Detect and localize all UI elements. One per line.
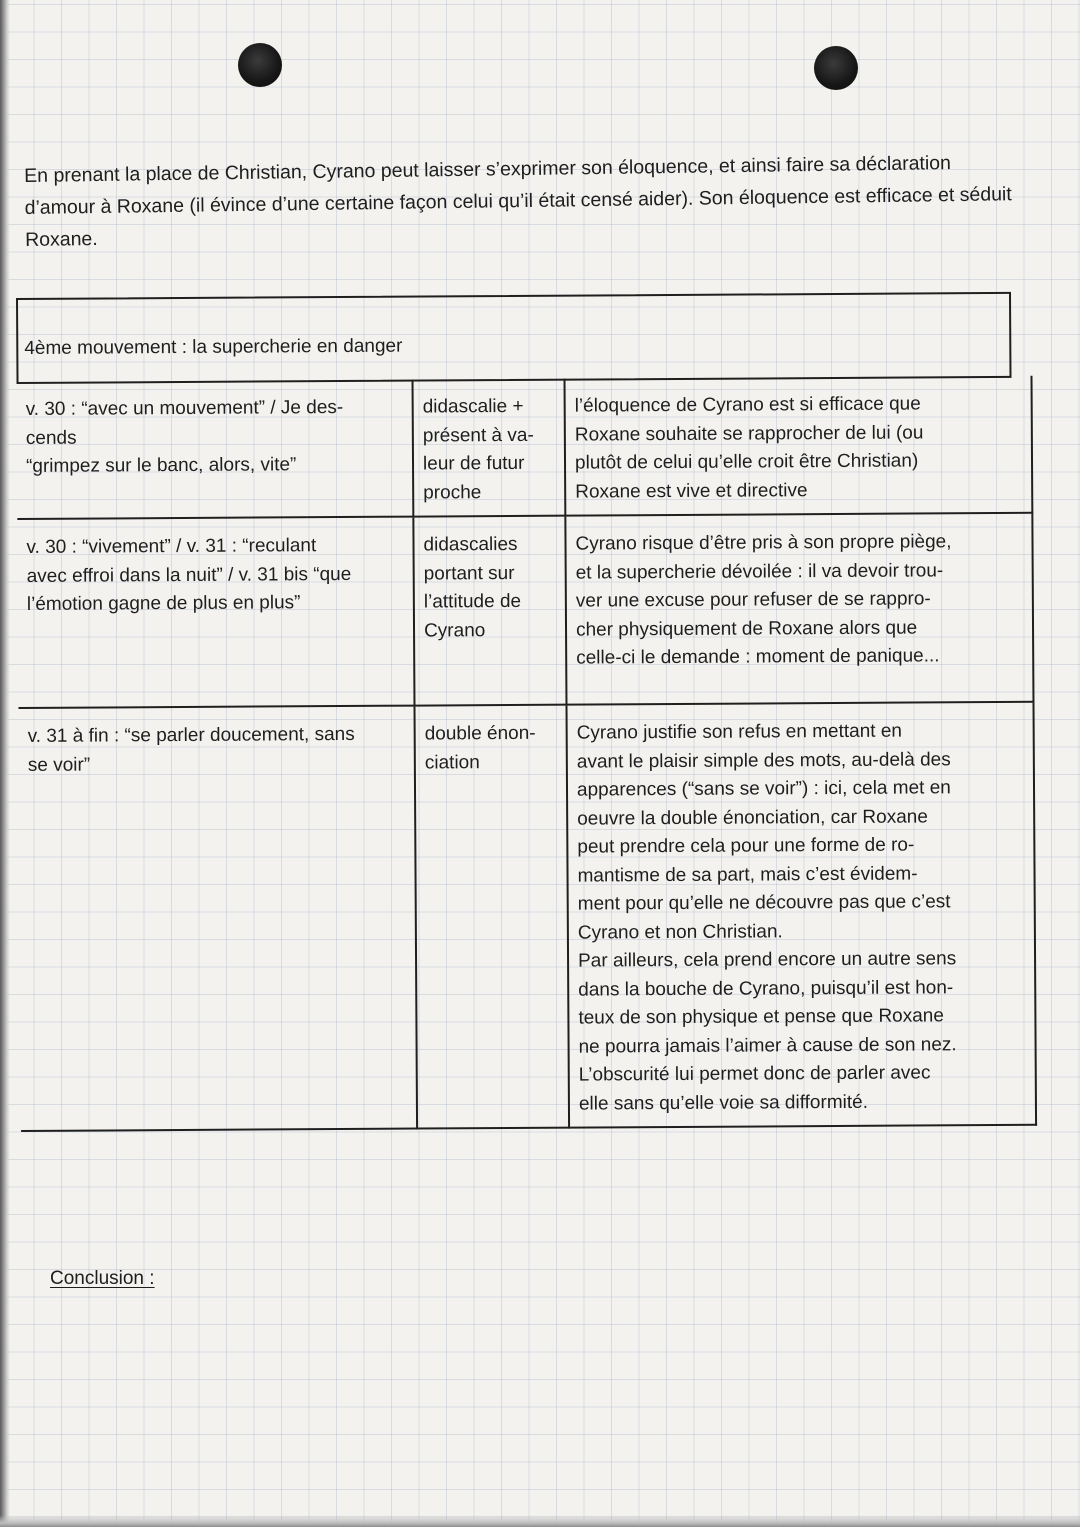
device-cell: double énon- ciation [414,705,569,1129]
quote-cell: v. 30 : “vivement” / v. 31 : “reculant avec effroi dans la nuit” / v. 31 bis “que l’émotion gagne de plus en plus” [17,517,414,708]
analysis-cell: Cyrano risque d’être pris à son propre piège, et la supercherie dévoilée : il va devoir trou- ver une excuse pour refuser de se rappro- cher physiquement de Roxane alors que celle-ci le demande : moment de panique... [565,513,1033,705]
analysis-table [17,376,1038,1132]
page-bottom-edge [0,1515,1080,1527]
table-row [19,702,1037,1131]
quote-cell: v. 30 : “avec un mouvement” / Je des- cends “grimpez sur le banc, alors, vite” [17,380,414,519]
analysis-cell: l’éloquence de Cyrano est si efficace que Roxane souhaite se rapprocher de lui (ou plutôt de celui qu’elle croit être Christian) Roxane est vive et directive [565,376,1033,516]
binder-edge [0,0,10,1527]
section-title: 4ème mouvement : la supercherie en danger [24,335,403,359]
intro-paragraph: En prenant la place de Christian, Cyrano peut laisser s’exprimer son éloquence, et ainsi faire sa déclaration d’amour à Roxane (il évince d’une certaine façon celui qu’il était censé aider). Son éloquence est efficace et séduit Roxane. [24,152,1012,251]
analysis-cell: Cyrano justifie son refus en mettant en avant le plaisir simple des mots, au-delà des apparences (“sans se voir”) : ici, cela met en oeuvre la double énonciation, car Roxane peut prendre cela pour une forme de ro- mantisme de sa part, mais c’est évidem- ment pour qu’elle ne découvre pas que c’est Cyrano et non Christian. Par ailleurs, cela prend encore un autre sens dans la bouche de Cyrano, puisqu’il est hon- teux de son physique et pense que Roxane ne pourra jamais l’aimer à cause de son nez. L’obscurité lui permet donc de parler avec elle sans qu’elle voie sa difformité. [566,702,1036,1128]
device-cell: didascalie + présent à va- leur de futur proche [413,379,566,517]
table-row [17,376,1033,519]
section-header [16,292,1012,384]
conclusion-heading: Conclusion : [50,1268,155,1289]
device-cell: didascalies portant sur l’attitude de Cyrano [413,516,566,706]
punch-hole-left [238,43,282,87]
punch-hole-right [814,46,858,90]
analysis-sheet [16,292,1037,1123]
quote-cell: v. 31 à fin : “se parler doucement, sans se voir” [19,706,418,1131]
table-row [17,513,1033,708]
